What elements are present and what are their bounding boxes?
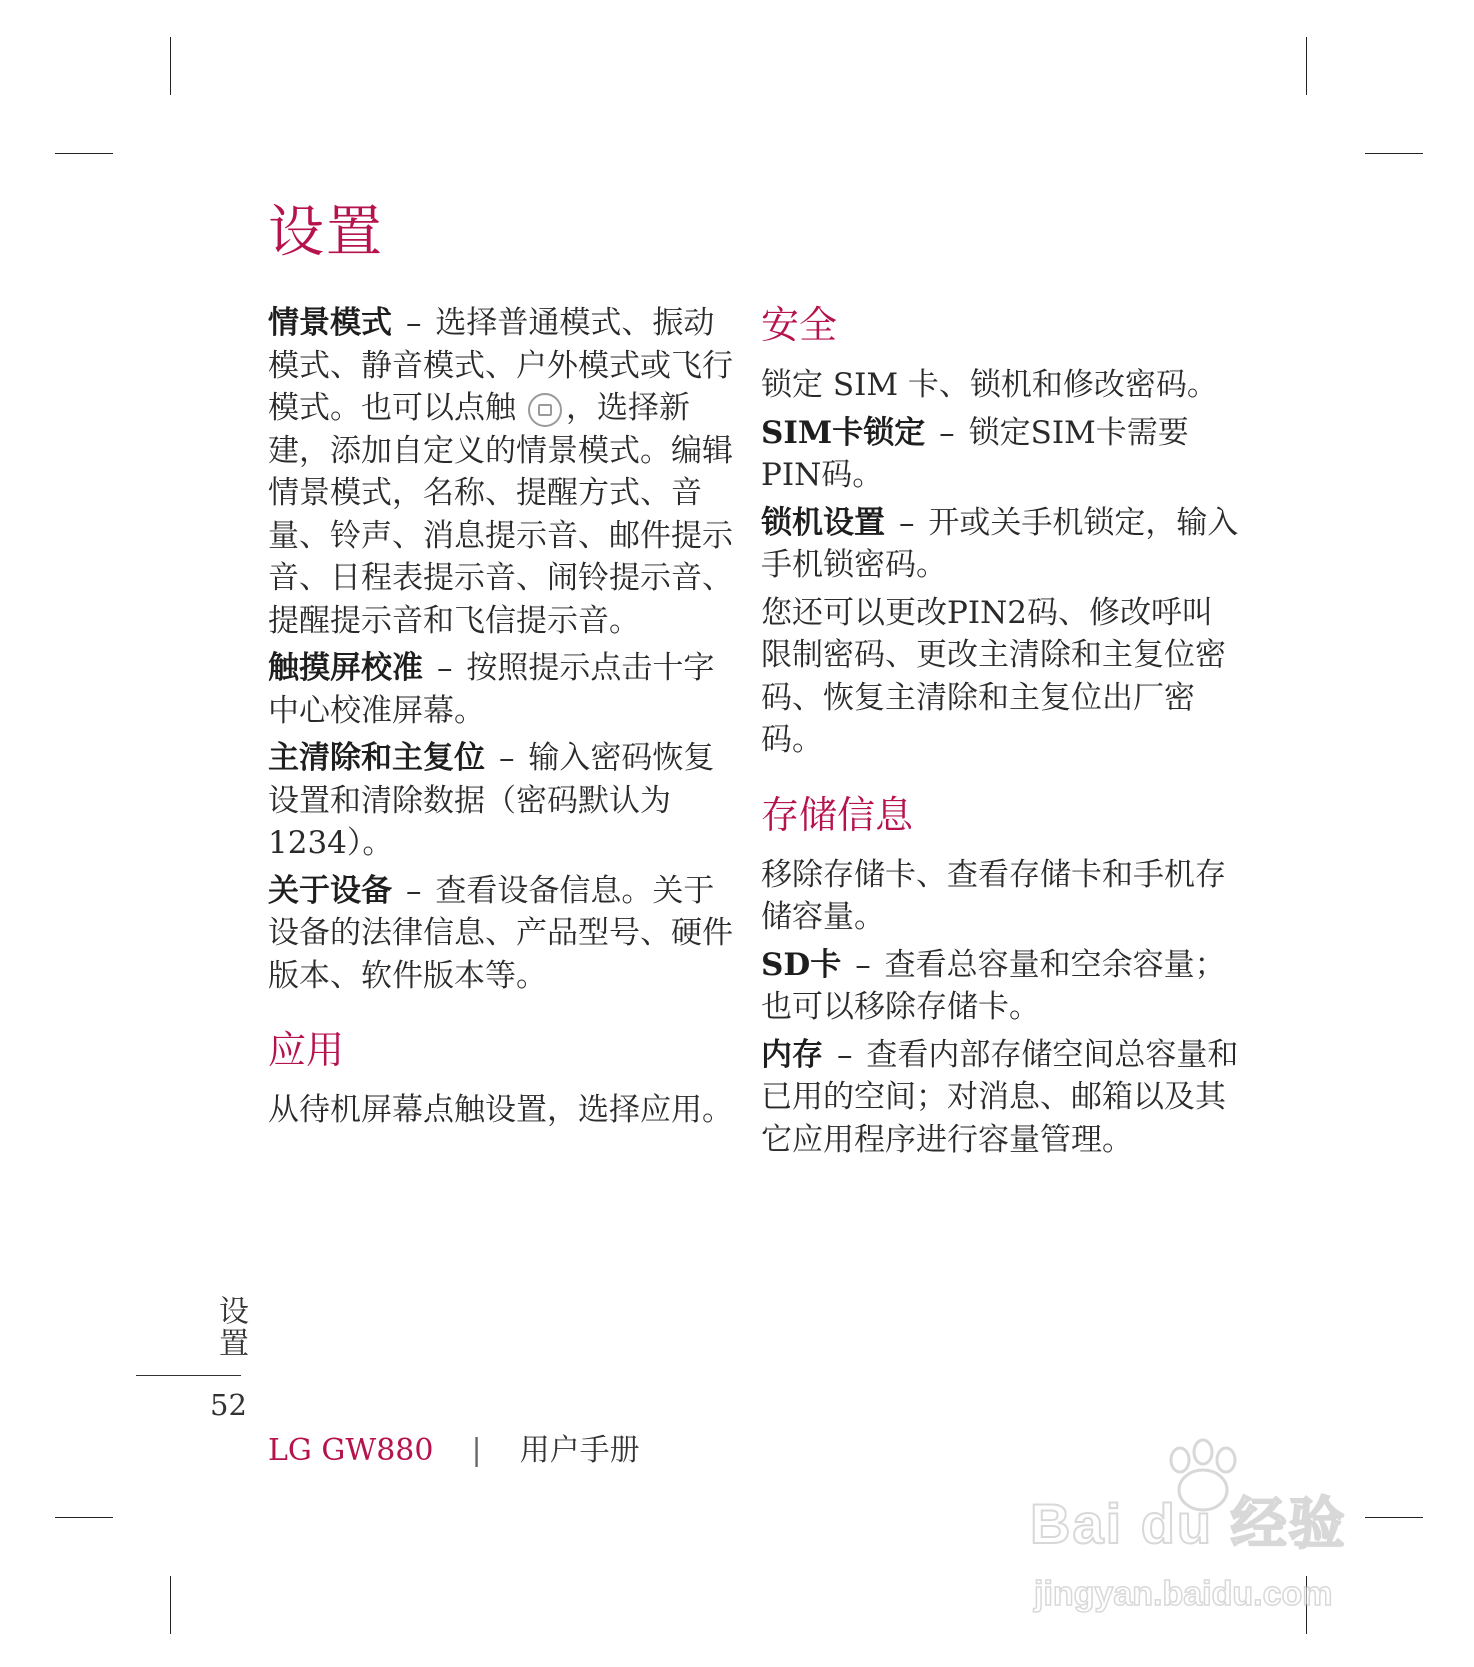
dash: – [405,872,422,909]
footer-brand: LG GW880 [268,1433,434,1468]
dash: – [898,504,915,541]
left-column [268,302,738,1137]
crop-mark [55,1517,113,1518]
right-column [761,302,1241,1166]
master-reset-paragraph [268,737,738,865]
profiles-text-b: ，选择新建，添加自定义的情景模式。编辑情景模式，名称、提醒方式、音量、铃声、消息提示音、邮件提示音、日程表提示音、闹铃提示音、提醒提示音和飞信提示音。 [268,390,733,639]
profiles-paragraph [268,302,738,642]
sim-lock-term: SIM卡锁定 [761,414,926,451]
menu-icon [528,393,562,427]
about-text: 查看设备信息。关于设备的法律信息、产品型号、硬件版本、软件版本等。 [268,872,733,994]
memory-term: 内存 [761,1036,823,1073]
dash: – [855,946,871,983]
touch-calibration-term: 触摸屏校准 [268,650,423,686]
watermark-logo: Bai du 经验 [1030,1492,1347,1555]
security-extra: 您还可以更改PIN2码、修改呼叫限制密码、更改主清除和主复位密码、恢复主清除和主复位出厂密码。 [761,594,1226,758]
watermark-url: jingyan.baidu.com [1034,1575,1333,1613]
page-title: 设置 [268,200,384,265]
dash: – [405,305,422,341]
dash: – [836,1036,853,1073]
crop-mark [55,153,113,154]
sd-card-text: 查看总容量和空余容量；也可以移除存储卡。 [761,946,1226,1025]
watermark [1030,1480,1390,1630]
sd-card-paragraph [761,944,1241,1029]
dash: – [939,414,955,451]
phone-lock-paragraph [761,502,1241,587]
memory-text: 查看内部存储空间总容量和已用的空间；对消息、邮箱以及其它应用程序进行容量管理。 [761,1036,1239,1158]
about-term: 关于设备 [268,872,392,909]
security-intro: 锁定 SIM 卡、锁机和修改密码。 [761,367,1218,403]
side-section-title: 设置 [213,1295,248,1359]
profiles-text-a: 选择普通模式、振动模式、静音模式、户外模式或飞行模式。也可以点触 [268,305,733,426]
memory-paragraph [761,1034,1241,1162]
crop-mark [170,37,171,95]
security-heading: 安全 [761,303,838,347]
master-reset-text: 输入密码恢复设置和清除数据（密码默认为1234）。 [268,740,715,861]
dash: – [436,650,453,686]
apps-heading: 应用 [268,1028,345,1072]
sd-card-term: SD卡 [761,946,842,983]
footer [268,1425,640,1469]
footer-separator: | [471,1433,482,1468]
page-number: 52 [210,1388,247,1422]
profiles-term: 情景模式 [268,305,392,341]
phone-lock-term: 锁机设置 [761,504,885,541]
crop-mark [1365,153,1423,154]
touch-calibration-paragraph [268,647,738,732]
master-reset-term: 主清除和主复位 [268,740,485,776]
dash: – [498,740,515,776]
sim-lock-text: 锁定SIM卡需要PIN码。 [761,414,1189,493]
about-paragraph [268,870,738,998]
footer-text: 用户手册 [519,1433,640,1468]
side-divider [136,1375,241,1376]
crop-mark [1306,37,1307,95]
apps-text: 从待机屏幕点触设置，选择应用。 [268,1092,733,1128]
touch-calibration-text: 按照提示点击十字中心校准屏幕。 [268,650,715,729]
sim-lock-paragraph [761,412,1241,497]
storage-intro: 移除存储卡、查看存储卡和手机存储容量。 [761,856,1226,935]
storage-heading: 存储信息 [761,792,914,837]
phone-lock-text: 开或关手机锁定，输入手机锁密码。 [761,504,1239,583]
crop-mark [170,1576,171,1634]
